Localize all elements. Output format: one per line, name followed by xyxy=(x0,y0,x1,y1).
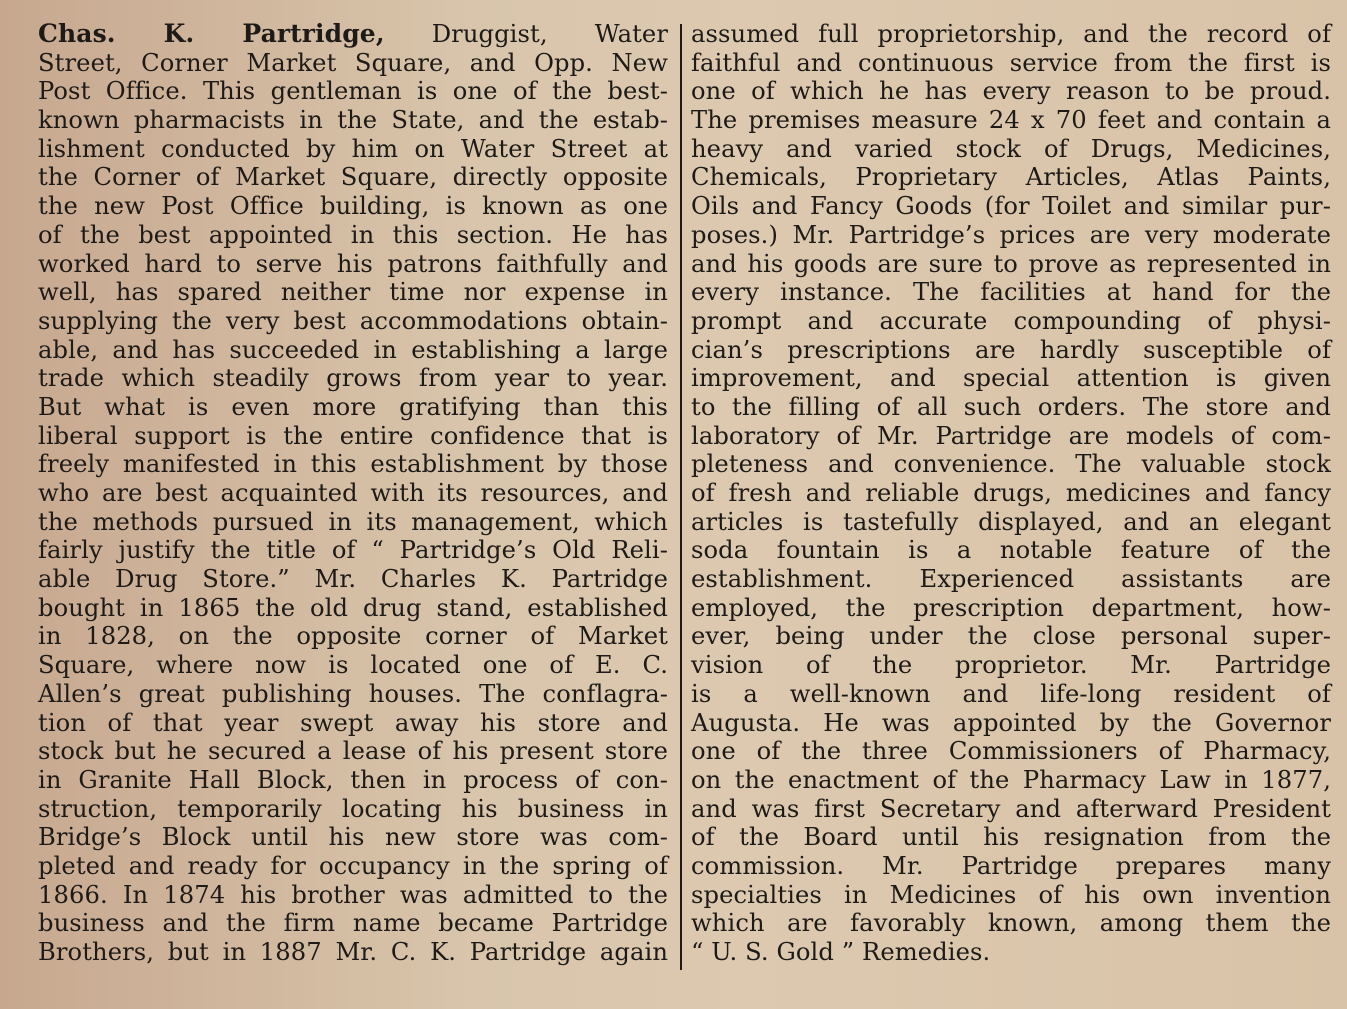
text-line: the new Post Office building, is known as one xyxy=(38,192,668,221)
text-line: employed, the prescription department, how- xyxy=(691,593,1331,622)
text-line: struction, temporarily locating his business in xyxy=(38,794,668,823)
text-line: assumed full proprietorship, and the record of xyxy=(691,20,1331,48)
text-line: lishment conducted by him on Water Street at xyxy=(38,134,668,163)
text-line: improvement, and special attention is given xyxy=(691,364,1331,393)
text-line: supplying the very best accommodations obtain- xyxy=(38,306,668,335)
article-heading: Chas. K. Partridge, xyxy=(38,19,385,48)
text-line: which are favorably known, among them the xyxy=(691,909,1331,938)
text-line: stock but he secured a lease of his present store xyxy=(38,737,668,766)
text-line: fairly justify the title of “ Partridge’s Old Reli- xyxy=(38,536,668,565)
text-line: Brothers, but in 1887 Mr. C. K. Partridge again xyxy=(38,938,668,966)
text-line: faithful and continuous service from the first is xyxy=(691,48,1331,77)
text-line: of the best appointed in this section. He has xyxy=(38,220,668,249)
text-line: Augusta. He was appointed by the Governor xyxy=(691,708,1331,737)
text-line: able Drug Store.” Mr. Charles K. Partridge xyxy=(38,565,668,594)
text-line: in 1828, on the opposite corner of Market xyxy=(38,622,668,651)
text-line: known pharmacists in the State, and the estab- xyxy=(38,106,668,135)
text-line: heavy and varied stock of Drugs, Medicines, xyxy=(691,134,1331,163)
text-line: in Granite Hall Block, then in process of con- xyxy=(38,765,668,794)
text-line-first-rest: Druggist, Water xyxy=(431,20,668,48)
text-line: specialties in Medicines of his own invention xyxy=(691,880,1331,909)
text-line: cian’s prescriptions are hardly susceptible of xyxy=(691,335,1331,364)
text-line: 1866. In 1874 his brother was admitted to the xyxy=(38,880,668,909)
text-line: tion of that year swept away his store and xyxy=(38,708,668,737)
text-line: establishment. Experienced assistants are xyxy=(691,565,1331,594)
text-line: the Corner of Market Square, directly opposite xyxy=(38,163,668,192)
text-line: of the Board until his resignation from the xyxy=(691,823,1331,852)
text-line: Street, Corner Market Square, and Opp. New xyxy=(38,48,668,77)
text-line: soda fountain is a notable feature of the xyxy=(691,536,1331,565)
text-line: Post Office. This gentleman is one of the best- xyxy=(38,77,668,106)
left-column xyxy=(38,20,668,967)
text-line: one of the three Commissioners of Pharmacy, xyxy=(691,737,1331,766)
text-line: every instance. The facilities at hand for the xyxy=(691,278,1331,307)
text-line: worked hard to serve his patrons faithfully and xyxy=(38,249,668,278)
text-line: is a well-known and life-long resident of xyxy=(691,679,1331,708)
text-line: freely manifested in this establishment by those xyxy=(38,450,668,479)
text-line: able, and has succeeded in establishing a large xyxy=(38,335,668,364)
text-line: poses.) Mr. Partridge’s prices are very moderate xyxy=(691,220,1331,249)
text-line: articles is tastefully displayed, and an elegant xyxy=(691,507,1331,536)
text-line: Chemicals, Proprietary Articles, Atlas Paints, xyxy=(691,163,1331,192)
text-line: trade which steadily grows from year to year. xyxy=(38,364,668,393)
text-line: well, has spared neither time nor expense in xyxy=(38,278,668,307)
text-line-first xyxy=(38,20,668,49)
right-column xyxy=(691,20,1331,967)
text-line: bought in 1865 the old drug stand, established xyxy=(38,593,668,622)
article-page xyxy=(38,20,1333,965)
text-line: Bridge’s Block until his new store was com- xyxy=(38,823,668,852)
text-line: business and the firm name became Partridge xyxy=(38,909,668,938)
text-line: Allen’s great publishing houses. The conflagra- xyxy=(38,679,668,708)
text-line: liberal support is the entire confidence that is xyxy=(38,421,668,450)
text-line: of fresh and reliable drugs, medicines and fancy xyxy=(691,479,1331,507)
text-line: pleteness and convenience. The valuable stock xyxy=(691,450,1331,479)
text-line: the methods pursued in its management, which xyxy=(38,507,668,536)
text-line: to the filling of all such orders. The store and xyxy=(691,392,1331,421)
text-line: laboratory of Mr. Partridge are models of com- xyxy=(691,421,1331,450)
text-line-last: “ U. S. Gold ” Remedies. xyxy=(691,938,991,966)
text-line: Oils and Fancy Goods (for Toilet and similar pur- xyxy=(691,192,1331,221)
text-line: ever, being under the close personal super- xyxy=(691,622,1331,651)
text-line: on the enactment of the Pharmacy Law in 1877, xyxy=(691,765,1331,794)
text-line: Square, where now is located one of E. C. xyxy=(38,651,668,680)
text-line: But what is even more gratifying than this xyxy=(38,392,668,421)
text-line: commission. Mr. Partridge prepares many xyxy=(691,851,1331,880)
text-line: who are best acquainted with its resources, and xyxy=(38,479,668,507)
text-line: The premises measure 24 x 70 feet and contain a xyxy=(691,106,1331,135)
text-line: and his goods are sure to prove as represented in xyxy=(691,249,1331,278)
text-line: one of which he has every reason to be proud. xyxy=(691,77,1331,106)
text-line: and was first Secretary and afterward President xyxy=(691,794,1331,823)
text-line: prompt and accurate compounding of physi- xyxy=(691,306,1331,335)
text-line: pleted and ready for occupancy in the spring of xyxy=(38,851,668,880)
column-divider xyxy=(680,24,682,970)
text-line: vision of the proprietor. Mr. Partridge xyxy=(691,651,1331,680)
